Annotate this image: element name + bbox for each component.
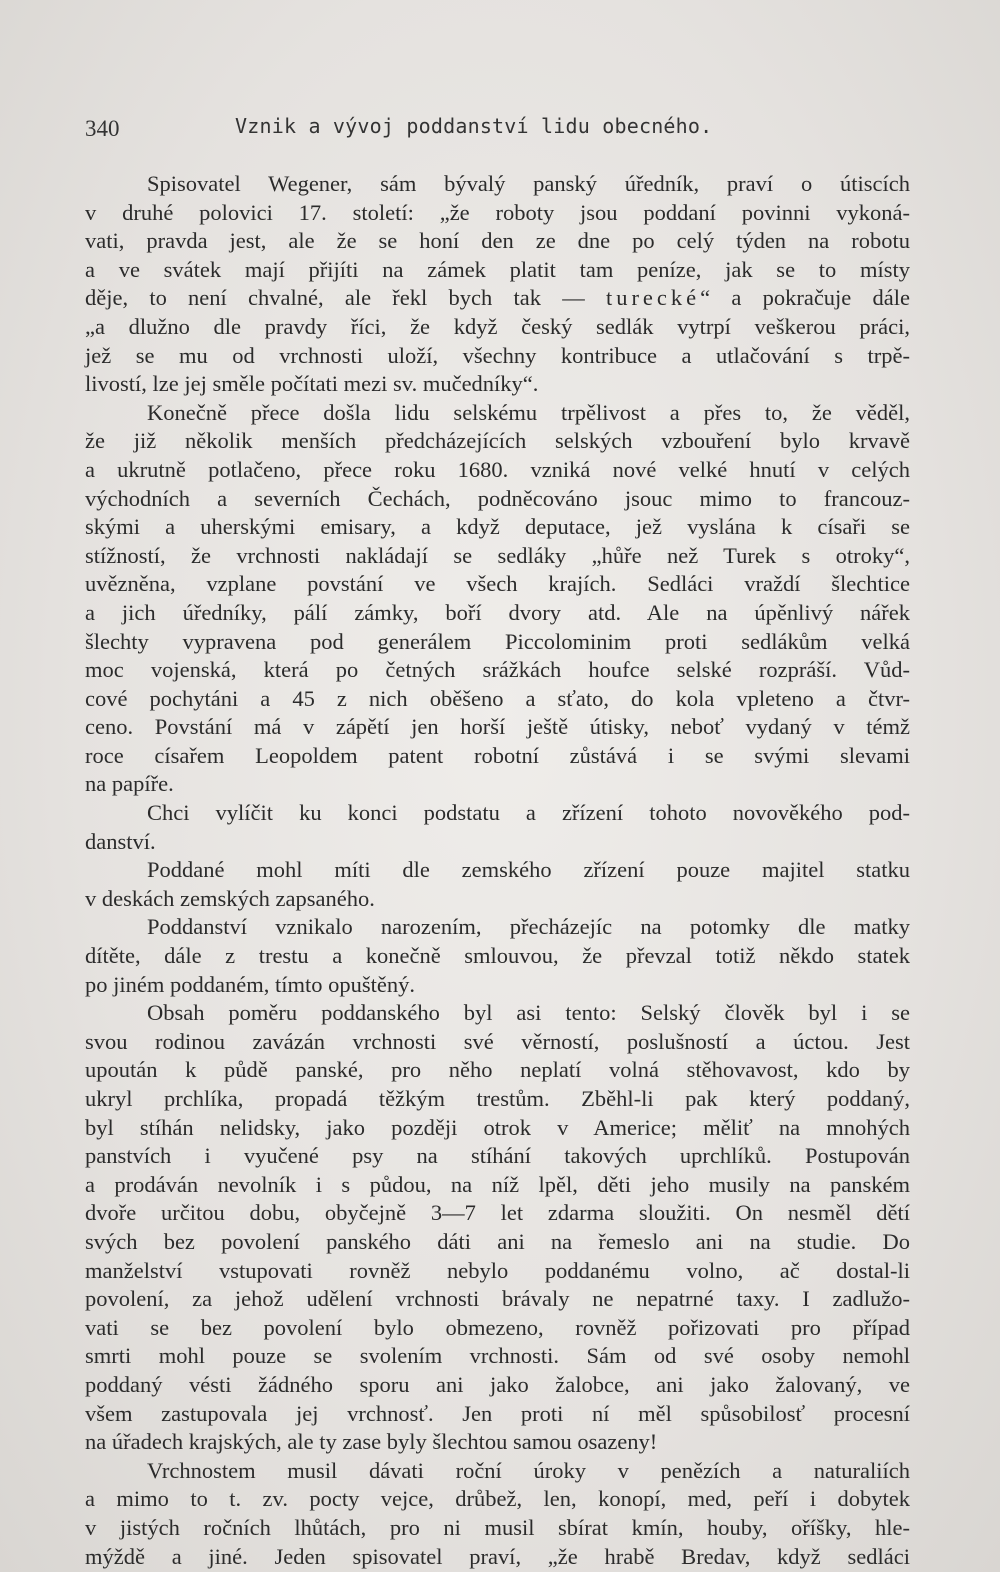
text-line: Poddané mohl míti dle zemského zřízení pouze majitel statku — [147, 857, 910, 883]
emphasized-word: turecké — [605, 285, 701, 311]
text-line: že již několik menších předcházejících selských vzbouření bylo krvavě — [85, 428, 910, 454]
text-line: dítěte, dále z trestu a konečně smlouvou, že převzal totiž někdo statek — [85, 943, 910, 969]
text-line: v druhé polovici 17. století: „že roboty jsou poddaní povinni vykoná- — [85, 199, 910, 225]
text-line: na papíře. — [85, 771, 174, 797]
text-line: ukryl prchlíka, propadá těžkým trestům. Zběhl-li pak který poddaný, — [85, 1086, 910, 1111]
text-line: cové pochytáni a 45 z nich oběšeno a sťato, do kola vpleteno a čtvr- — [85, 685, 910, 711]
text-line: uvězněna, vzplane povstání ve všech krajích. Sedláci vraždí šlechtice — [85, 571, 910, 597]
running-title: Vznik a vývoj poddanství lidu obecného. — [235, 114, 713, 138]
text-line: poddaný vésti žádného sporu ani jako žalobce, ani jako žalovaný, ve — [85, 1371, 910, 1397]
text-line: po jiném poddaném, tímto opuštěný. — [85, 971, 415, 997]
page-number: 340 — [85, 116, 120, 141]
text-segment: “ a pokračuje dále — [700, 285, 910, 311]
text-line: jež se mu od vrchnosti uloží, všechny kontribuce a utlačování s trpě- — [85, 342, 910, 368]
text-line: východních a severních Čechách, podněcováno jsouc mimo to francouz- — [85, 485, 910, 511]
text-line: Vrchnostem musil dávati roční úroky v penězích a naturaliích — [147, 1457, 910, 1483]
text-segment: děje, to není chvalné, ale řekl bych tak — — [85, 285, 606, 311]
text-line: danství. — [85, 828, 156, 854]
text-line: šlechty vypravena pod generálem Piccolominim proti sedlákům velká — [85, 628, 910, 654]
text-line: v jistých ročních lhůtách, pro ni musil sbírat kmín, houby, oříšky, hle- — [85, 1514, 910, 1540]
text-line: roce císařem Leopoldem patent robotní zůstává i se svými slevami — [85, 742, 910, 768]
text-line: a jich úředníky, pálí zámky, boří dvory atd. Ale na úpěnlivý nářek — [85, 599, 910, 625]
text-line: na úřadech krajských, ale ty zase byly šlechtou samou osazeny! — [85, 1429, 658, 1455]
text-line: svých bez povolení panského dáti ani na řemeslo ani na studie. Do — [85, 1228, 910, 1254]
text-line: v deskách zemských zapsaného. — [85, 885, 375, 911]
text-line: a ukrutně potlačeno, přece roku 1680. vzniká nové velké hnutí v celých — [85, 456, 910, 482]
text-line: „a dlužno dle pravdy říci, že když český sedlák vytrpí veškerou práci, — [85, 313, 910, 339]
text-line: vati se bez povolení bylo obmezeno, rovněž pořizovati pro případ — [85, 1314, 910, 1340]
text-line — [85, 284, 910, 313]
text-line: Spisovatel Wegener, sám bývalý panský úředník, praví o útiscích — [147, 171, 910, 196]
text-line: livostí, lze jej směle počítati mezi sv. mučedníky“. — [85, 371, 539, 397]
text-line: a prodáván nevolník i s půdou, na níž lpěl, děti jeho musily na panském — [85, 1171, 910, 1197]
text-line: svou rodinou zavázán vrchnosti své věrností, poslušností a úctou. Jest — [85, 1028, 910, 1054]
text-line: Poddanství vznikalo narozením, přecházejíc na potomky dle matky — [147, 914, 910, 940]
text-line: vati, pravda jest, ale že se honí den ze dne po celý týden na robotu — [85, 228, 910, 254]
text-line: stížností, že vrchnosti nakládají se sedláky „hůře než Turek s otroky“, — [85, 542, 910, 568]
text-line: a mimo to t. zv. pocty vejce, drůbež, len, konopí, med, peří i dobytek — [85, 1486, 910, 1512]
text-line: Chci vylíčit ku konci podstatu a zřízení tohoto novověkého pod- — [147, 800, 910, 826]
text-line: dvoře určitou dobu, obyčejně 3—7 let zdarma sloužiti. On nesměl dětí — [85, 1200, 910, 1226]
body-text — [85, 170, 910, 1571]
text-line: upoután k půdě panské, pro něho neplatí volná stěhovavost, kdo by — [85, 1057, 910, 1083]
text-line: moc vojenská, která po četných srážkách houfce selské rozpráší. Vůd- — [85, 657, 910, 683]
text-line: smrti mohl pouze se svolením vrchnosti. Sám od své osoby nemohl — [85, 1343, 910, 1369]
text-line: skými a uherskými emisary, a když deputace, jež vyslána k císaři se — [85, 514, 910, 540]
page-header — [85, 112, 910, 146]
text-line: Konečně přece došla lidu selskému trpělivost a přes to, že věděl, — [147, 399, 910, 425]
text-line: byl stíhán nelidsky, jako později otrok v Americe; měliť na mnohých — [85, 1114, 910, 1140]
text-line: a ve svátek mají přijíti na zámek platit tam peníze, jak se to místy — [85, 256, 910, 282]
text-line: povolení, za jehož udělení vrchnosti brávaly ne nepatrné taxy. I zadlužo- — [85, 1286, 910, 1312]
text-line: všem zastupovala jej vrchnosť. Jen proti ní měl spůsobilosť procesní — [85, 1400, 910, 1426]
text-line: panstvích i vyučené psy na stíhání takových uprchlíků. Postupován — [85, 1143, 910, 1169]
text-line: Obsah poměru poddanského byl asi tento: Selský člověk byl i se — [147, 1000, 910, 1026]
text-line: mýždě a jiné. Jeden spisovatel praví, „že hrabě Bredav, když sedláci — [85, 1543, 910, 1569]
text-line: manželství vstupovati rovněž nebylo poddanému volno, ač dostal-li — [85, 1257, 910, 1283]
text-line: ceno. Povstání má v zápětí jen horší ještě útisky, neboť vydaný v témž — [85, 714, 910, 740]
